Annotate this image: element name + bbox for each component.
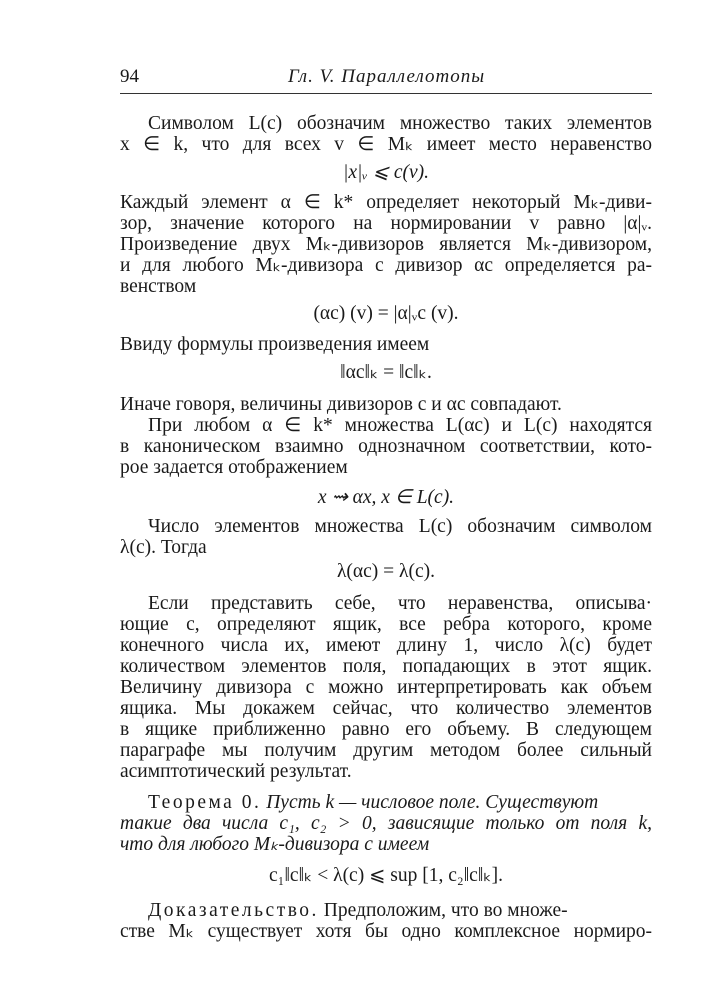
text-line: x ∈ k, что для всех v ∈ Mₖ имеет место неравенство	[120, 134, 652, 155]
text-line: в каноническом взаимно однозначном соответствии, кото-	[120, 436, 652, 457]
text-line: Произведение двух Mₖ-дивизоров является Mₖ-дивизором,	[120, 234, 652, 255]
text-line: Каждый элемент α ∈ k* определяет некоторый Mₖ-диви-	[120, 192, 652, 213]
text-line: асимптотический результат.	[120, 761, 352, 782]
text-line: параграфе мы получим другим методом более сильный	[120, 740, 652, 761]
text-line: Символом L(c) обозначим множество таких элементов	[148, 113, 652, 134]
text-line: λ(c). Тогда	[120, 537, 207, 558]
proof-label: Доказательство.	[148, 900, 319, 921]
text-line: Величину дивизора c можно интерпретировать как объем	[120, 677, 652, 698]
text-line: Иначе говоря, величины дивизоров c и αc совпадают.	[120, 394, 562, 415]
text-line: ющие c, определяют ящик, все ребра которого, кроме	[120, 614, 652, 635]
text-line: венством	[120, 276, 197, 297]
page-number: 94	[120, 66, 139, 87]
theorem-line: такие два числа c₁, c₂ > 0, зависящие только от поля k,	[120, 813, 652, 834]
text-line: зор, значение которого на нормировании v равно |α|ᵥ.	[120, 213, 652, 234]
text-line: конечного числа их, имеют длину 1, число λ(c) будет	[120, 635, 652, 656]
formula-norm: ‖αc‖ₖ = ‖c‖ₖ.	[340, 362, 432, 383]
text-line: и для любого Mₖ-дивизора c дивизор αc определяется ра-	[120, 255, 652, 276]
proof-line	[148, 900, 652, 922]
text-line: стве Mₖ существует хотя бы одно комплексное нормиро-	[120, 921, 652, 942]
theorem-line	[148, 792, 652, 814]
text-line: Число элементов множества L(c) обозначим символом	[148, 516, 652, 537]
formula-inequality: |x|ᵥ ⩽ c(v).	[342, 162, 430, 183]
text-line: ящика. Мы докажем сейчас, что количество элементов	[120, 698, 652, 719]
formula-mapping: x ⇝ αx, x ∈ L(c).	[317, 487, 455, 508]
text-line: в ящике приближенно равно его объему. В следующем	[120, 719, 652, 740]
header-rule	[120, 93, 652, 94]
proof-text: Предположим, что во множе-	[323, 900, 568, 921]
running-head: Гл. V. Параллелотопы	[288, 66, 486, 87]
theorem-label: Теорема 0.	[148, 792, 262, 813]
text-line: количеством элементов поля, попадающих в этот ящик.	[120, 656, 652, 677]
theorem-text: Пусть k — числовое поле. Существуют	[266, 792, 599, 813]
text-line: Ввиду формулы произведения имеем	[120, 334, 430, 355]
text-line: При любом α ∈ k* множества L(αc) и L(c) находятся	[148, 415, 652, 436]
page-header	[120, 66, 652, 90]
formula-product: (αc) (v) = |α|ᵥc (v).	[313, 303, 459, 324]
formula-theorem: c₁‖c‖ₖ < λ(c) ⩽ sup [1, c₂‖c‖ₖ].	[269, 865, 503, 886]
text-line: Если представить себе, что неравенства, описыва·	[148, 593, 652, 614]
formula-lambda: λ(αc) = λ(c).	[336, 561, 436, 582]
theorem-line: что для любого Mₖ-дивизора c имеем	[120, 834, 430, 855]
text-line: рое задается отображением	[120, 457, 348, 478]
